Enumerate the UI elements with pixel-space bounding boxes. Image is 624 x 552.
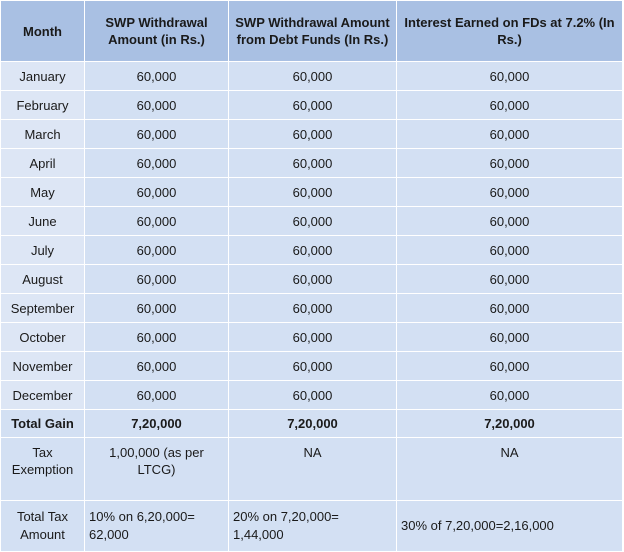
- interest-cell: 60,000: [397, 236, 623, 265]
- interest-cell: 60,000: [397, 207, 623, 236]
- interest-cell: 60,000: [397, 381, 623, 410]
- swp-debt-cell: 60,000: [229, 294, 397, 323]
- swp-debt-cell: 60,000: [229, 91, 397, 120]
- swp-debt-cell: 60,000: [229, 178, 397, 207]
- interest-cell: 60,000: [397, 149, 623, 178]
- month-cell: February: [1, 91, 85, 120]
- month-cell: September: [1, 294, 85, 323]
- swp-debt-cell: 60,000: [229, 265, 397, 294]
- month-cell: March: [1, 120, 85, 149]
- swp-amount-cell: 60,000: [85, 381, 229, 410]
- total-gain-swp-debt: 7,20,000: [229, 410, 397, 438]
- table-row: [1, 381, 623, 410]
- month-cell: June: [1, 207, 85, 236]
- month-cell: August: [1, 265, 85, 294]
- table-row: [1, 62, 623, 91]
- tax-exemption-label: Tax Exemption: [1, 438, 85, 501]
- total-tax-row: [1, 501, 623, 552]
- swp-amount-cell: 60,000: [85, 265, 229, 294]
- interest-cell: 60,000: [397, 323, 623, 352]
- swp-amount-cell: 60,000: [85, 352, 229, 381]
- tax-exemption-swp-amount: 1,00,000 (as per LTCG): [85, 438, 229, 501]
- table-row: [1, 294, 623, 323]
- swp-debt-cell: 60,000: [229, 352, 397, 381]
- tax-exemption-swp-debt: NA: [229, 438, 397, 501]
- table-row: [1, 91, 623, 120]
- interest-cell: 60,000: [397, 294, 623, 323]
- table-row: [1, 236, 623, 265]
- swp-debt-cell: 60,000: [229, 323, 397, 352]
- total-gain-row: [1, 410, 623, 438]
- interest-cell: 60,000: [397, 352, 623, 381]
- swp-amount-cell: 60,000: [85, 149, 229, 178]
- table-header: [1, 1, 623, 62]
- total-tax-label: Total Tax Amount: [1, 501, 85, 552]
- month-cell: November: [1, 352, 85, 381]
- total-tax-interest: 30% of 7,20,000=2,16,000: [397, 501, 623, 552]
- swp-debt-cell: 60,000: [229, 207, 397, 236]
- month-cell: April: [1, 149, 85, 178]
- interest-cell: 60,000: [397, 178, 623, 207]
- swp-amount-cell: 60,000: [85, 323, 229, 352]
- swp-debt-cell: 60,000: [229, 62, 397, 91]
- table-row: [1, 265, 623, 294]
- month-cell: May: [1, 178, 85, 207]
- interest-cell: 60,000: [397, 91, 623, 120]
- swp-debt-cell: 60,000: [229, 236, 397, 265]
- swp-debt-cell: 60,000: [229, 149, 397, 178]
- tax-exemption-interest: NA: [397, 438, 623, 501]
- table-body: [1, 62, 623, 552]
- total-gain-interest: 7,20,000: [397, 410, 623, 438]
- total-tax-swp-debt: 20% on 7,20,000= 1,44,000: [229, 501, 397, 552]
- month-cell: October: [1, 323, 85, 352]
- header-row: [1, 1, 623, 62]
- header-swp-debt: SWP Withdrawal Amount from Debt Funds (In Rs.): [229, 1, 397, 62]
- interest-cell: 60,000: [397, 120, 623, 149]
- interest-cell: 60,000: [397, 62, 623, 91]
- table-row: [1, 323, 623, 352]
- table-row: [1, 120, 623, 149]
- table-row: [1, 207, 623, 236]
- total-gain-label: Total Gain: [1, 410, 85, 438]
- swp-amount-cell: 60,000: [85, 91, 229, 120]
- month-cell: January: [1, 62, 85, 91]
- header-month: Month: [1, 1, 85, 62]
- header-interest: Interest Earned on FDs at 7.2% (In Rs.): [397, 1, 623, 62]
- table-row: [1, 352, 623, 381]
- swp-debt-cell: 60,000: [229, 120, 397, 149]
- table-row: [1, 149, 623, 178]
- total-gain-swp-amount: 7,20,000: [85, 410, 229, 438]
- swp-amount-cell: 60,000: [85, 294, 229, 323]
- tax-exemption-row: [1, 438, 623, 501]
- interest-cell: 60,000: [397, 265, 623, 294]
- total-tax-swp-amount: 10% on 6,20,000= 62,000: [85, 501, 229, 552]
- swp-amount-cell: 60,000: [85, 207, 229, 236]
- swp-amount-cell: 60,000: [85, 120, 229, 149]
- month-cell: December: [1, 381, 85, 410]
- swp-debt-cell: 60,000: [229, 381, 397, 410]
- swp-amount-cell: 60,000: [85, 62, 229, 91]
- header-swp-amount: SWP Withdrawal Amount (in Rs.): [85, 1, 229, 62]
- swp-amount-cell: 60,000: [85, 178, 229, 207]
- month-cell: July: [1, 236, 85, 265]
- swp-amount-cell: 60,000: [85, 236, 229, 265]
- table-row: [1, 178, 623, 207]
